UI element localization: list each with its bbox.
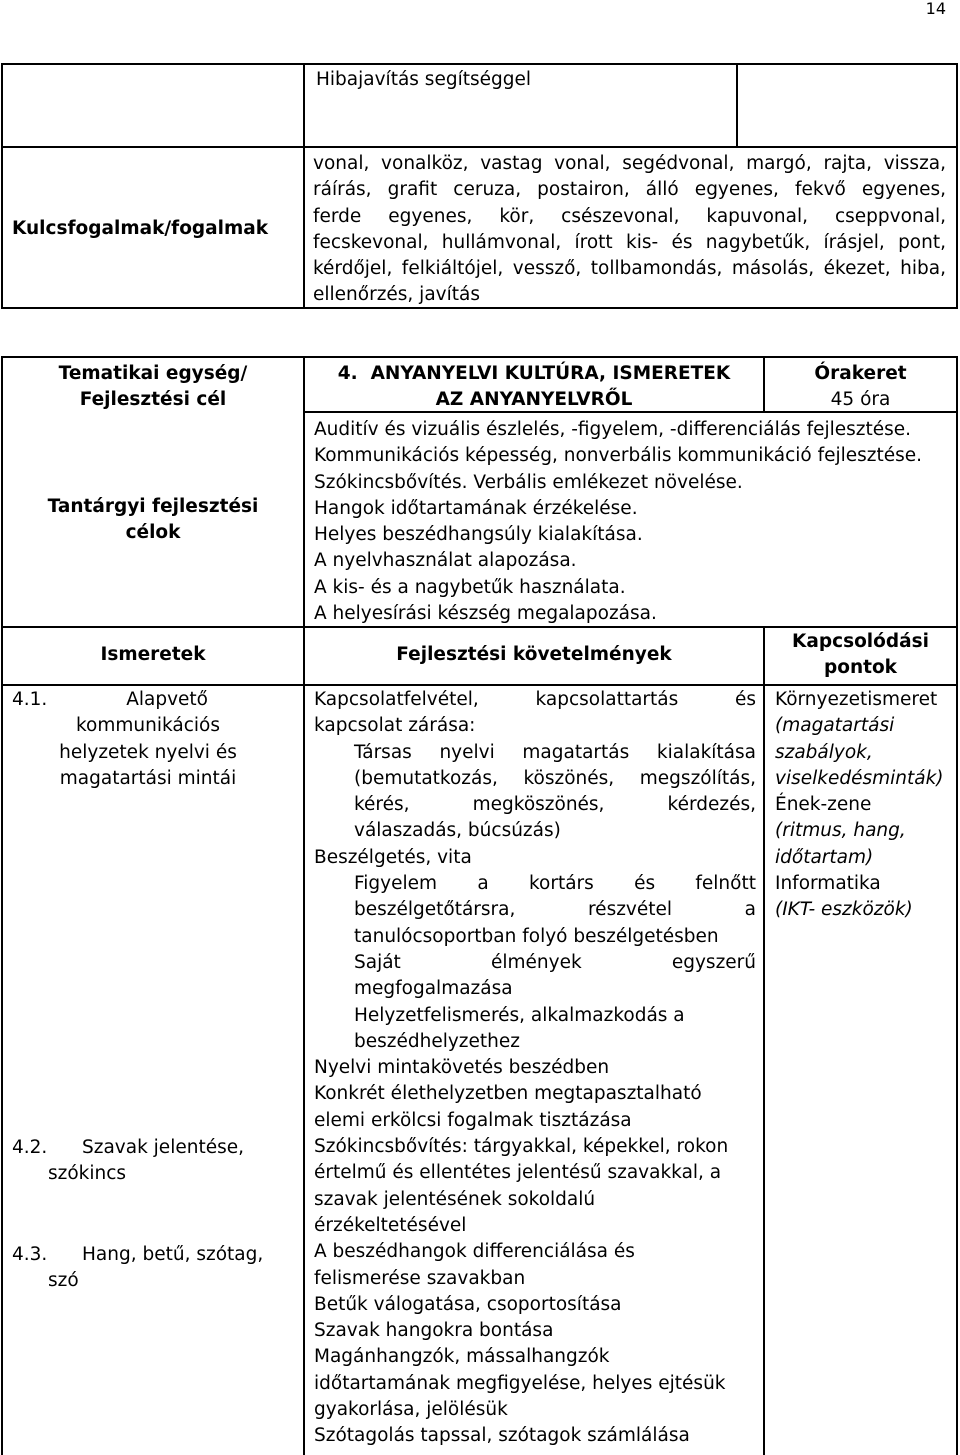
- col-header-links-line: pontok: [824, 657, 897, 679]
- requirement-line: megfogalmazása: [354, 978, 513, 1000]
- requirement-line: felismerése szavakban: [314, 1267, 526, 1289]
- theme-label-line: Tematikai egység/: [58, 363, 248, 384]
- knowledge-line: magatartási mintái: [59, 767, 237, 789]
- requirement-line: tanulócsoportban folyó beszélgetésben: [354, 925, 719, 947]
- requirement-line: elemi erkölcsi fogalmak tisztázása: [314, 1109, 632, 1131]
- unit-title-line: 4. ANYANYELVI KULTÚRA, ISMERETEK: [337, 363, 731, 384]
- hours-label: Órakeret: [814, 363, 907, 384]
- goal-item: Kommunikációs képesség, nonverbális kommunikáció fejlesztése.: [314, 445, 923, 467]
- knowledge-number: 4.1.: [12, 689, 48, 710]
- requirement-line: Magánhangzók, mássalhangzók: [314, 1346, 610, 1368]
- goals-label: [3, 494, 303, 547]
- requirement-line: beszélgetőtársra, részvétel a: [354, 899, 756, 921]
- requirement-line: Szavak hangokra bontása: [314, 1320, 554, 1342]
- link-subject: Informatika: [775, 873, 881, 895]
- col-header-links: [765, 629, 956, 682]
- theme-label-line: Fejlesztési cél: [79, 389, 227, 411]
- development-goals: [314, 417, 954, 627]
- requirement-line: Beszélgetés, vita: [314, 846, 472, 868]
- requirement-line: értelmű és ellentétes jelentésű szavakkal, a: [314, 1162, 722, 1184]
- col-header-knowledge: Ismeretek: [100, 644, 206, 665]
- requirement-line: (bemutatkozás, köszönés, megszólítás,: [354, 767, 756, 789]
- knowledge-line: szókincs: [48, 1163, 127, 1185]
- link-detail: (ritmus, hang,: [775, 820, 906, 842]
- requirement-line: Betűk válogatása, csoportosítása: [314, 1293, 622, 1315]
- goal-item: Auditív és vizuális észlelés, -figyelem, -differenciálás fejlesztése.: [314, 419, 912, 440]
- goal-item: A helyesírási készség megalapozása.: [314, 603, 657, 625]
- requirement-line: szavak jelentésének sokoldalú: [314, 1188, 596, 1210]
- requirement-line: kérés, megköszönés, kérdezés,: [354, 794, 756, 816]
- requirement-line: beszédhelyzethez: [354, 1030, 520, 1052]
- requirement-line: A beszédhangok differenciálása és: [314, 1241, 635, 1263]
- goals-label-line: Tantárgyi fejlesztési: [47, 496, 259, 517]
- requirement-line: Szótagolás tapssal, szótagok számlálása: [314, 1425, 690, 1447]
- unit-title-line: AZ ANYANYELVRŐL: [435, 389, 633, 411]
- knowledge-number: 4.3.: [12, 1244, 48, 1265]
- requirement-line: Szókincsbővítés: tárgyakkal, képekkel, rokon: [314, 1136, 729, 1158]
- page-number: 14: [925, 0, 946, 18]
- knowledge-line: szó: [48, 1270, 79, 1292]
- key-concepts-line: kérdőjel, felkiáltójel, vessző, tollbamondás, másolás, ékezet, hiba,: [313, 258, 946, 280]
- goal-item: A kis- és a nagybetűk használata.: [314, 576, 626, 598]
- requirement-line: Társas nyelvi magatartás kialakítása: [354, 741, 756, 763]
- requirement-line: Figyelem a kortárs és felnőtt: [354, 873, 756, 895]
- goal-item: Hangok időtartamának érzékelése.: [314, 497, 638, 519]
- requirement-line: Saját élmények egyszerű: [354, 951, 756, 973]
- hours-cell: [765, 361, 956, 414]
- key-concepts-line: fecskevonal, hullámvonal, írott kis- és nagybetűk, írásjel, pont,: [313, 231, 946, 253]
- requirement-line: Nyelvi mintakövetés beszédben: [314, 1057, 610, 1079]
- links-list: [775, 687, 955, 924]
- knowledge-line: Hang, betű, szótag,: [82, 1244, 264, 1265]
- requirement-line: gyakorlása, jelölésük: [314, 1399, 508, 1421]
- requirement-line: válaszadás, búcsúzás): [354, 820, 561, 842]
- key-concepts-line: ellenőrzés, javítás: [313, 284, 480, 306]
- link-detail: időtartam): [775, 846, 874, 868]
- requirement-line: érzékeltetésével: [314, 1214, 467, 1236]
- key-concepts-list: [313, 151, 946, 309]
- row-title: Hibajavítás segítséggel: [316, 69, 531, 90]
- hours-value: 45 óra: [830, 389, 891, 411]
- requirement-line: Konkrét élethelyzetben megtapasztalható: [314, 1083, 702, 1105]
- knowledge-line: Szavak jelentése,: [82, 1137, 244, 1158]
- requirements-list: [314, 687, 756, 1450]
- unit-title: [305, 361, 763, 414]
- col-header-requirements: Fejlesztési követelmények: [396, 644, 672, 665]
- link-detail: (magatartási: [775, 715, 895, 737]
- key-concepts-line: ráírás, grafit ceruza, postairon, álló egyenes, fekvő egyenes,: [313, 179, 946, 201]
- goal-item: Helyes beszédhangsúly kialakítása.: [314, 524, 643, 546]
- key-concepts-label: Kulcsfogalmak/fogalmak: [12, 218, 269, 239]
- link-detail: viselkedésminták): [775, 767, 944, 789]
- link-subject: Ének-zene: [775, 794, 872, 816]
- goals-label-line: célok: [125, 522, 181, 544]
- goal-item: Szókincsbővítés. Verbális emlékezet növelése.: [314, 471, 743, 493]
- requirement-line: kapcsolat zárása:: [314, 715, 476, 737]
- requirement-line: Kapcsolatfelvétel, kapcsolattartás és: [314, 689, 756, 710]
- link-detail: szabályok,: [775, 741, 873, 763]
- knowledge-line: Alapvető: [126, 689, 208, 710]
- requirement-line: időtartamának megfigyelése, helyes ejtésük: [314, 1372, 726, 1394]
- link-detail: (IKT- eszközök): [775, 899, 913, 921]
- knowledge-line: kommunikációs: [76, 715, 220, 737]
- col-header-links-line: Kapcsolódási: [792, 631, 929, 652]
- knowledge-line: helyzetek nyelvi és: [59, 741, 237, 763]
- key-concepts-line: ferde egyenes, kör, csészevonal, kapuvonal, cseppvonal,: [313, 205, 946, 227]
- goal-item: A nyelvhasználat alapozása.: [314, 550, 577, 572]
- link-subject: Környezetismeret: [775, 689, 938, 710]
- requirement-line: Helyzetfelismerés, alkalmazkodás a: [354, 1004, 685, 1026]
- theme-label: [3, 361, 303, 414]
- knowledge-number: 4.2.: [12, 1137, 48, 1158]
- key-concepts-line: vonal, vonalköz, vastag vonal, segédvonal, margó, rajta, vissza,: [313, 153, 946, 174]
